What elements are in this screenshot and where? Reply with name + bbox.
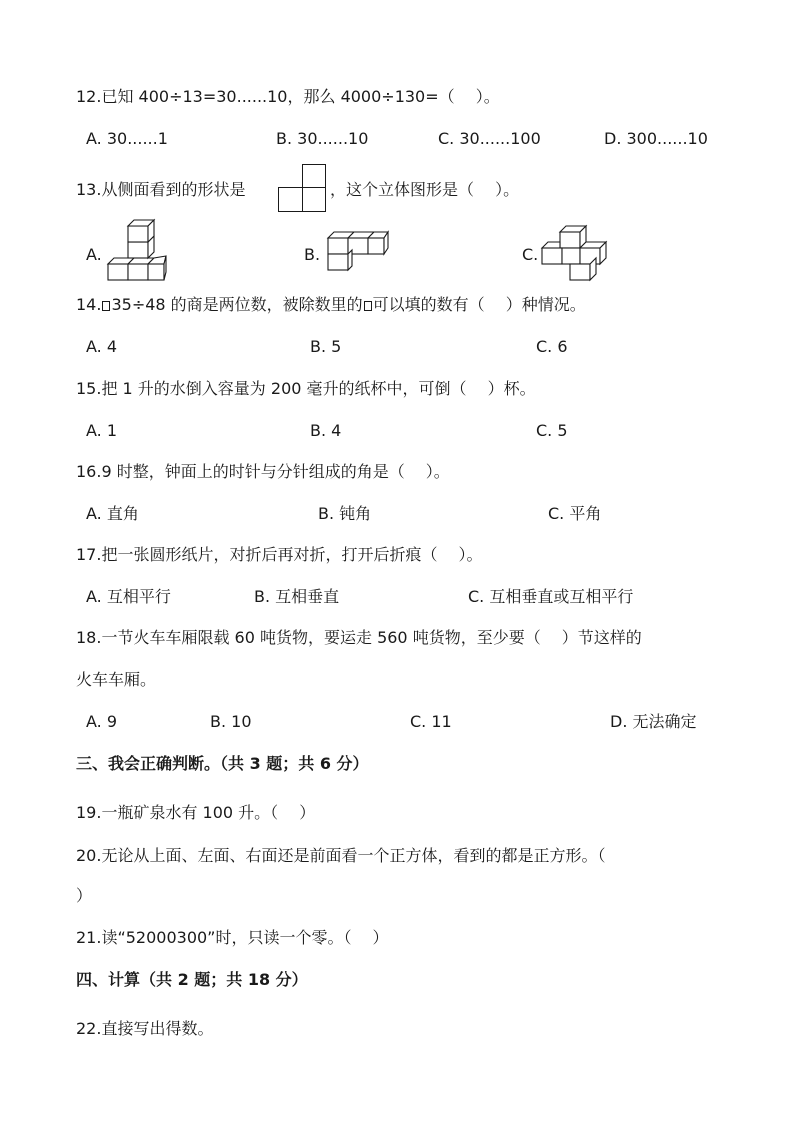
question-20-cont: ） bbox=[76, 886, 93, 905]
cube-figure-c bbox=[540, 226, 610, 282]
q16-option-a[interactable]: A. 直角 bbox=[86, 504, 139, 523]
q14-text: 35÷48 的商是两位数，被除数里的 bbox=[111, 295, 363, 314]
question-14 bbox=[76, 294, 586, 316]
question-18-cont: 火车车厢。 bbox=[76, 670, 157, 689]
q16-option-b[interactable]: B. 钝角 bbox=[318, 504, 372, 523]
q14-option-c[interactable]: C. 6 bbox=[536, 337, 568, 356]
question-20: 20.无论从上面、左面、右面还是前面看一个正方体，看到的都是正方形。（ bbox=[76, 846, 606, 865]
q14-option-a[interactable]: A. 4 bbox=[86, 337, 118, 356]
q13-option-c[interactable]: C. bbox=[522, 245, 539, 264]
q15-option-b[interactable]: B. 4 bbox=[310, 421, 342, 440]
q16-option-c[interactable]: C. 平角 bbox=[548, 504, 602, 523]
q15-option-a[interactable]: A. 1 bbox=[86, 421, 118, 440]
section-4-title: 四、计算（共 2 题；共 18 分） bbox=[76, 970, 308, 989]
q15-option-c[interactable]: C. 5 bbox=[536, 421, 568, 440]
blank-box-icon bbox=[364, 301, 372, 311]
q17-option-c[interactable]: C. 互相垂直或互相平行 bbox=[468, 587, 634, 606]
q12-option-a[interactable]: A. 30......1 bbox=[86, 129, 168, 148]
question-12: 12.已知 400÷13=30......10，那么 4000÷130=（ ）。 bbox=[76, 87, 500, 106]
q12-option-b[interactable]: B. 30......10 bbox=[276, 129, 369, 148]
question-16: 16.9 时整，钟面上的时针与分针组成的角是（ ）。 bbox=[76, 462, 450, 481]
question-17: 17.把一张圆形纸片，对折后再对折，打开后折痕（ ）。 bbox=[76, 545, 483, 564]
q13-option-b[interactable]: B. bbox=[304, 245, 321, 264]
cube-figure-a bbox=[104, 220, 170, 282]
q18-option-c[interactable]: C. 11 bbox=[410, 712, 452, 731]
section-3-title: 三、我会正确判断。（共 3 题；共 6 分） bbox=[76, 754, 369, 773]
q17-option-a[interactable]: A. 互相平行 bbox=[86, 587, 171, 606]
question-15: 15.把 1 升的水倒入容量为 200 毫升的纸杯中，可倒（ ）杯。 bbox=[76, 379, 536, 398]
question-18: 18.一节火车车厢限载 60 吨货物，要运走 560 吨货物，至少要（ ）节这样的 bbox=[76, 628, 642, 647]
q12-option-d[interactable]: D. 300......10 bbox=[604, 129, 708, 148]
q18-option-d[interactable]: D. 无法确定 bbox=[610, 712, 697, 731]
q18-option-a[interactable]: A. 9 bbox=[86, 712, 118, 731]
blank-box-icon bbox=[102, 301, 110, 311]
q18-option-b[interactable]: B. 10 bbox=[210, 712, 252, 731]
q12-option-c[interactable]: C. 30......100 bbox=[438, 129, 541, 148]
q13-option-a[interactable]: A. bbox=[86, 245, 102, 264]
q14-option-b[interactable]: B. 5 bbox=[310, 337, 342, 356]
q14-text-2: 可以填的数有（ ）种情况。 bbox=[372, 295, 586, 314]
side-view-figure bbox=[278, 164, 326, 212]
question-13-prefix: 13.从侧面看到的形状是 bbox=[76, 180, 246, 199]
question-13-suffix: ，这个立体图形是（ ）。 bbox=[330, 180, 520, 199]
q17-option-b[interactable]: B. 互相垂直 bbox=[254, 587, 340, 606]
question-22: 22.直接写出得数。 bbox=[76, 1019, 214, 1038]
cube-figure-b bbox=[326, 226, 392, 276]
question-21: 21.读“52000300”时，只读一个零。（ ） bbox=[76, 928, 389, 947]
question-19: 19.一瓶矿泉水有 100 升。（ ） bbox=[76, 803, 316, 822]
q14-number: 14. bbox=[76, 295, 102, 314]
